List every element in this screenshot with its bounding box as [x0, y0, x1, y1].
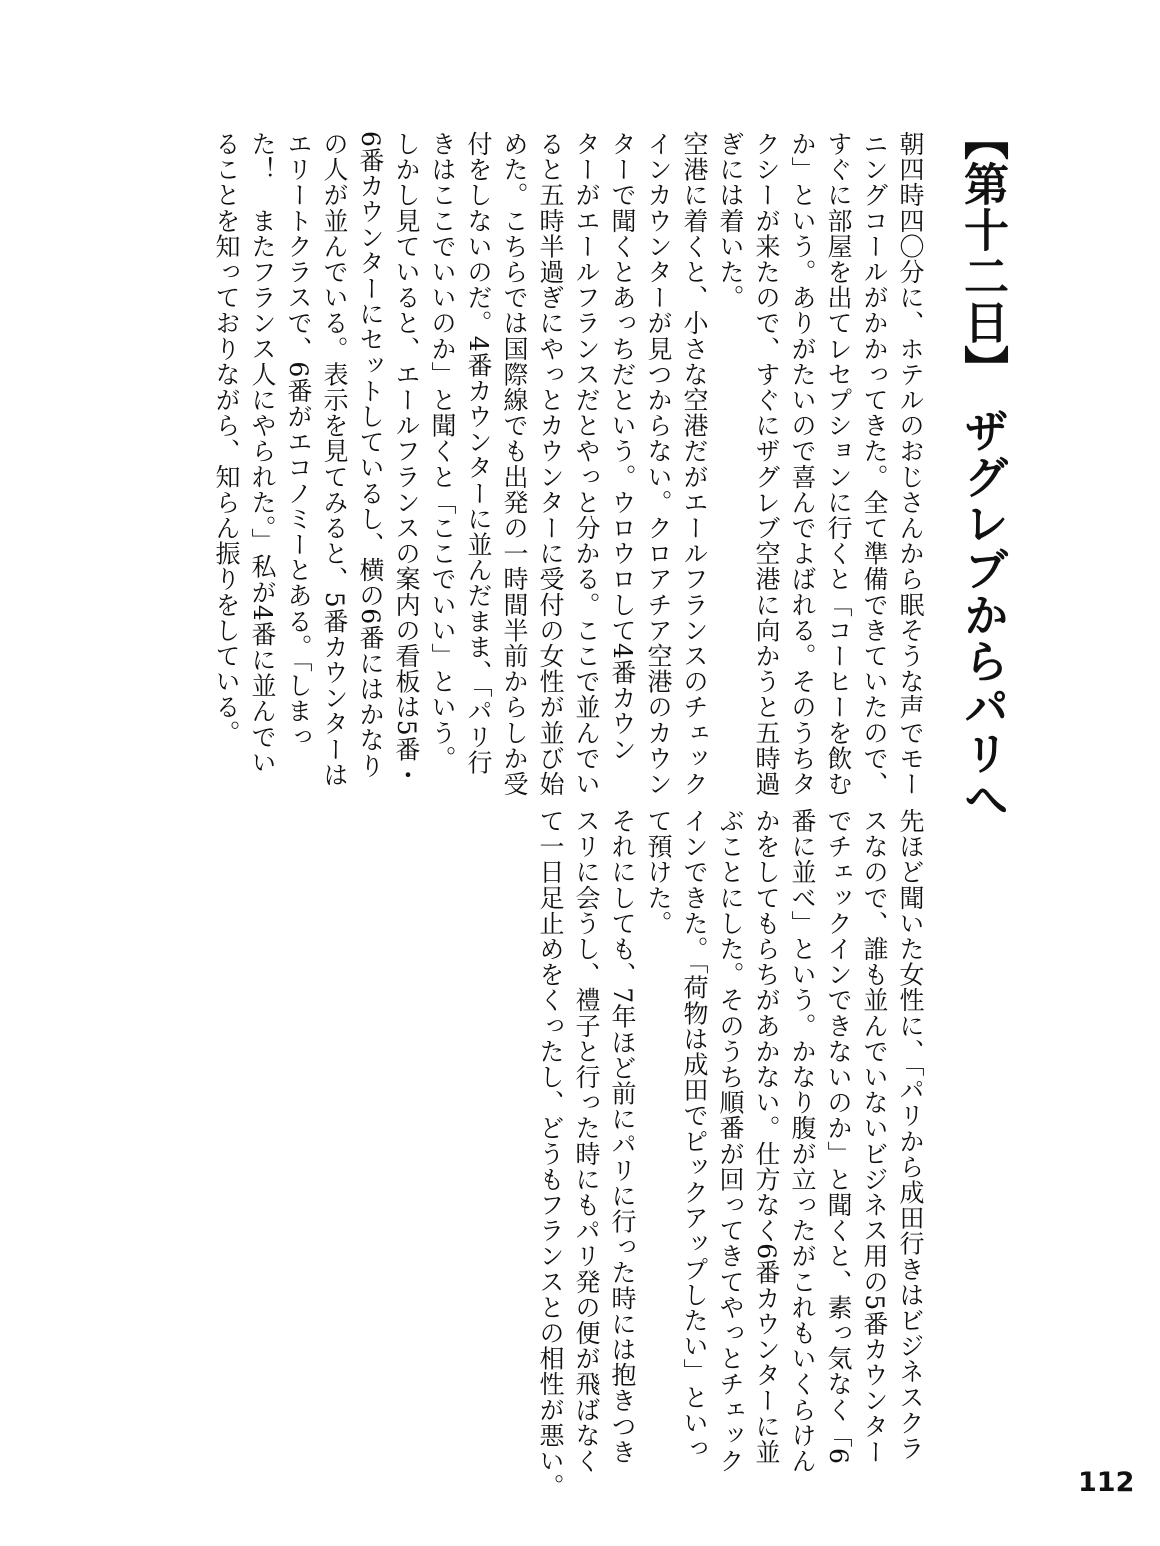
lower-text-line: スなので、誰も並んでいないビジネス用の5番カウンター [860, 808, 889, 1465]
upper-text-line: エリートクラスで、6番がエコノミーとある。「しまっ [284, 131, 313, 750]
upper-text-line: ニングコールがかかってきた。全て準備できていたので、 [860, 131, 889, 797]
lower-text-line: 番に並べ」という。かなり腹が立ったがこれもいくらけん [788, 808, 817, 1474]
upper-text-line: ターがエールフランスだとやっと分かる。ここで並んでい [572, 131, 601, 797]
upper-text-line: ることを知っておりながら、知らん振りをしている。 [212, 131, 241, 746]
upper-text-line: の人が並んでいる。表示を見てみると、5番カウンターは [320, 131, 349, 788]
upper-text-line: ると五時半過ぎにやっとカウンターに受付の女性が並び始 [536, 131, 565, 797]
lower-text-line: て預けた。 [644, 808, 673, 936]
upper-text-line: しかし見ていると、エールフランスの案内の看板は5番・ [392, 131, 421, 788]
chapter-heading: 【第十二日】 ザグレブからパリへ [956, 115, 1009, 822]
lower-text-line: それにしても、7年ほど前にパリに行った時には抱きつき [608, 808, 637, 1465]
upper-text-line: きはここでいいのか」と聞くと「ここでいい」という。 [428, 131, 457, 771]
upper-text-line: すぐに部屋を出てレセプションに行くと「コーヒーを飲む [824, 131, 853, 797]
upper-text-line: ターで聞くとあっちだという。ウロウロして4番カウン [608, 131, 637, 762]
lower-text-line: でチェックインできないのか」と聞くと、素っ気なく「6 [824, 808, 853, 1465]
upper-text-line: ぎには着いた。 [716, 131, 745, 311]
upper-text-line: か」という。ありがたいので喜んでよばれる。そのうちタ [788, 131, 817, 797]
lower-text-line: て一日足止めをくったし、どうもフランスとの相性が悪い。 [536, 808, 565, 1500]
upper-text-line: めた。こちらでは国際線でも出発の一時間半前からしか受 [500, 131, 529, 797]
lower-text-line: ぶことにした。そのうち順番が回ってきてやっとチェック [716, 808, 745, 1474]
upper-text-line: 付をしないのだ。4番カウンターに並んだまま、「パリ行 [464, 131, 493, 776]
upper-text-line: 6番カウンターにセットしているし、横の6番にはかなり [356, 131, 385, 779]
lower-text-line: かをしてもらちがあかない。仕方なく6番カウンターに並 [752, 808, 781, 1465]
upper-text-line: た！ またフランス人にやられた。」私が4番に並んでい [248, 131, 277, 776]
upper-text-line: クシーが来たので、すぐにザグレブ空港に向かうと五時過 [752, 131, 781, 797]
lower-text-line: 先ほど聞いた女性に、「パリから成田行きはビジネスクラ [896, 808, 925, 1462]
lower-text-line: インできた。「荷物は成田でピックアップしたい」といっ [680, 808, 709, 1462]
upper-text-line: 空港に着くと、小さな空港だがエールフランスのチェック [680, 131, 709, 797]
upper-text-line: インカウンターが見つからない。クロアチア空港のカウン [644, 131, 673, 797]
page-number: 112 [1078, 1467, 1135, 1498]
lower-text-line: スリに会うし、禮子と行った時にもパリ発の便が飛ばなく [572, 808, 601, 1474]
upper-text-line: 朝四時四〇分に、ホテルのおじさんから眠そうな声でモー [896, 131, 925, 797]
